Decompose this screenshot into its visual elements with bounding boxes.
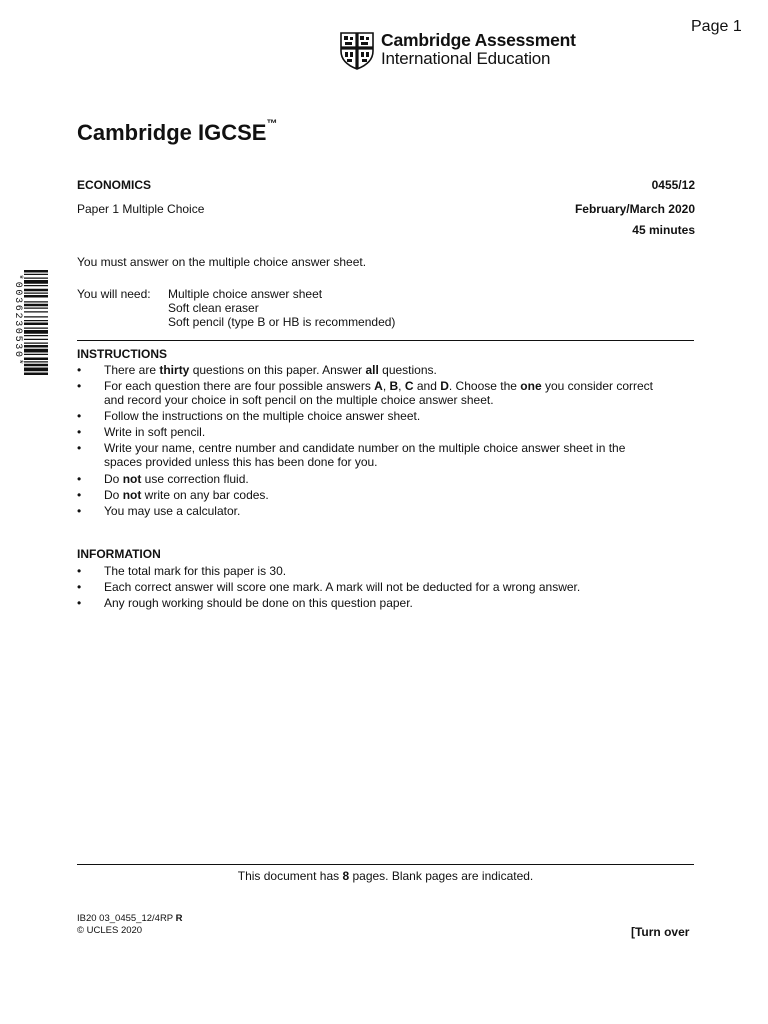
materials-list [168, 287, 395, 329]
information-item: • Each correct answer will score one mark. A mark will not be deducted for a wrong answer. [77, 580, 697, 596]
barcode-bar [24, 358, 48, 361]
instruction-item: • For each question there are four possible answers A, B, C and D. Choose the one you consider correct and record your choice in soft pencil on the multiple choice answer sheet. [77, 379, 697, 409]
instructions-heading: INSTRUCTIONS [77, 347, 167, 361]
barcode-bar [24, 285, 48, 286]
page-number: Page 1 [691, 18, 742, 35]
barcode-bar [24, 311, 48, 312]
barcode-bar [24, 323, 48, 326]
barcode-bar [24, 349, 48, 353]
information-heading: INFORMATION [77, 547, 161, 561]
barcode-bar [24, 328, 48, 329]
barcode-bar [24, 345, 48, 348]
exam-duration: 45 minutes [632, 223, 695, 237]
barcode-bar [24, 289, 48, 292]
barcode-bar [24, 295, 48, 298]
barcode-bar [24, 364, 48, 367]
barcode-bar [24, 308, 48, 309]
barcode-bar [24, 339, 48, 340]
information-item: • Any rough working should be done on this question paper. [77, 596, 697, 612]
qualification-name: Cambridge IGCSE [77, 120, 267, 145]
crest-icon [340, 32, 374, 70]
instruction-item: • There are thirty questions on this paper. Answer all questions. [77, 363, 697, 379]
instruction-item: • You may use a calculator. [77, 504, 697, 520]
barcode-bar [24, 274, 48, 275]
brand-logo [340, 30, 590, 74]
barcode-bar [24, 304, 48, 307]
barcode-bar [24, 270, 48, 273]
copyright: © UCLES 2020 [77, 925, 143, 936]
barcode-bar [24, 343, 48, 344]
barcode-bar [24, 361, 48, 362]
subject-code: 0455/12 [651, 178, 695, 192]
page-count-note: This document has 8 pages. Blank pages are indicated. [237, 869, 534, 883]
barcode-bar [24, 293, 48, 294]
answer-note: You must answer on the multiple choice answer sheet. [77, 255, 367, 269]
barcode-bar [24, 368, 48, 372]
instruction-item: • Write your name, centre number and candidate number on the multiple choice answer sheet in the spaces provided unless this has been done for you. [77, 441, 697, 472]
brand-name: Cambridge Assessment [381, 30, 576, 50]
instructions-list [77, 363, 697, 520]
materials-item: Soft pencil (type B or HB is recommended) [168, 315, 396, 329]
instruction-item: • Do not write on any bar codes. [77, 488, 697, 504]
barcode [24, 270, 48, 410]
paper-row [77, 202, 695, 216]
instruction-item: • Do not use correction fluid. [77, 472, 697, 488]
barcode-bar [24, 373, 48, 376]
footer-divider [77, 864, 694, 865]
paper-reference [77, 913, 182, 925]
exam-session: February/March 2020 [574, 202, 695, 216]
barcode-bar [24, 335, 48, 336]
barcode-bar [24, 320, 48, 321]
information-list [77, 564, 697, 612]
information-item: • The total mark for this paper is 30. [77, 564, 697, 580]
footer-codes [77, 913, 182, 937]
materials-item: Multiple choice answer sheet [168, 287, 323, 301]
barcode-bar [24, 278, 48, 279]
barcode-bar [24, 316, 48, 317]
paper-name: Paper 1 Multiple Choice [77, 202, 205, 216]
paper-reference-code: IB20 03_0455_12/4RP [77, 913, 173, 924]
materials-label: You will need: [77, 287, 151, 301]
barcode-number: *0036230530* [12, 274, 23, 367]
subject-row [77, 178, 695, 192]
divider [77, 340, 694, 341]
instruction-item: • Follow the instructions on the multiple choice answer sheet. [77, 409, 697, 425]
qualification-title [77, 120, 277, 146]
barcode-bar [24, 301, 48, 302]
turn-over-note: [Turn over [631, 925, 690, 939]
barcode-bar [24, 354, 48, 355]
paper-reference-suffix: R [175, 913, 183, 924]
materials-item: Soft clean eraser [168, 301, 259, 315]
brand-subtitle: International Education [381, 49, 551, 68]
subject-name: ECONOMICS [77, 178, 152, 192]
instruction-item: • Write in soft pencil. [77, 425, 697, 441]
barcode-bar [24, 280, 48, 284]
trademark-symbol: ™ [266, 118, 278, 130]
barcode-bar [24, 330, 48, 334]
